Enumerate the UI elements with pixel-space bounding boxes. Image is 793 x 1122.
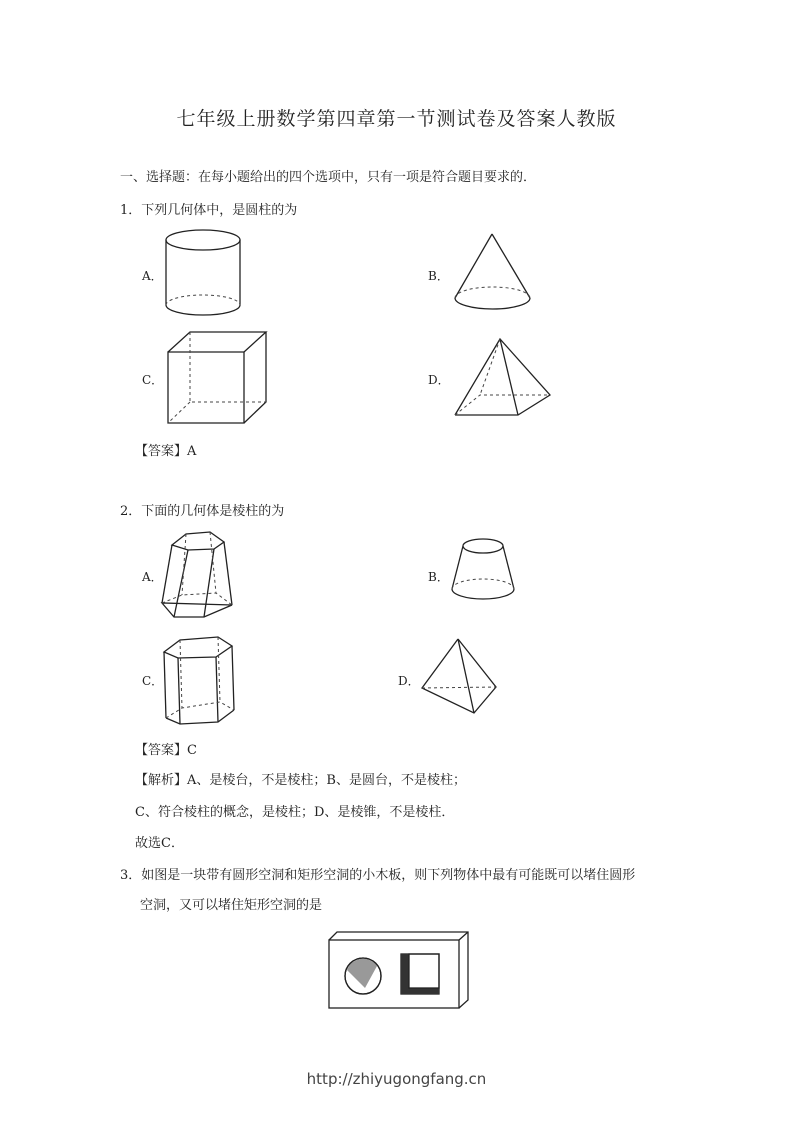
q1-answer: 【答案】A	[135, 444, 197, 459]
page-title: 七年级上册数学第四章第一节测试卷及答案人教版	[176, 108, 617, 130]
q3-stem-line2: 空洞，又可以堵住矩形空洞的是	[140, 898, 323, 913]
q2-stem: 2．下面的几何体是棱柱的为	[120, 504, 285, 519]
q3-stem-line1: 3．如图是一块带有圆形空洞和矩形空洞的小木板，则下列物体中最有可能既可以堵住圆形	[120, 868, 636, 883]
q2-option-a-label: A．	[142, 570, 163, 584]
circular-frustum-figure	[448, 537, 528, 612]
section-instruction: 一、选择题：在每小题给出的四个选项中，只有一项是符合题目要求的．	[120, 170, 537, 185]
q2-analysis-line1: 【解析】A、是棱台，不是棱柱；B、是圆台，不是棱柱；	[135, 773, 466, 788]
cone-figure	[450, 228, 540, 323]
q2-option-b-label: B．	[428, 570, 449, 584]
wooden-board-figure	[325, 930, 475, 1015]
q2-option-d-label: D．	[398, 674, 420, 688]
q1-option-a-label: A．	[142, 269, 163, 283]
q2-analysis-line2: C、符合棱柱的概念，是棱柱；D、是棱锥，不是棱柱．	[135, 805, 455, 820]
triangular-pyramid-figure	[418, 635, 503, 720]
q2-answer: 【答案】C	[135, 743, 197, 758]
prism-frustum-figure	[158, 525, 248, 620]
q2-option-c-label: C．	[142, 674, 164, 688]
q1-option-b-label: B．	[428, 269, 449, 283]
q2-conclusion: 故选C．	[135, 836, 184, 851]
q1-option-c-label: C．	[142, 373, 164, 387]
cube-figure	[160, 328, 275, 428]
hexagonal-prism-figure	[158, 630, 243, 730]
cylinder-figure	[160, 225, 250, 320]
q1-option-d-label: D．	[428, 373, 450, 387]
footer-url: http://zhiyugongfang.cn	[306, 1070, 487, 1088]
pyramid-figure	[450, 335, 560, 420]
q1-stem: 1．下列几何体中，是圆柱的为	[120, 203, 298, 218]
